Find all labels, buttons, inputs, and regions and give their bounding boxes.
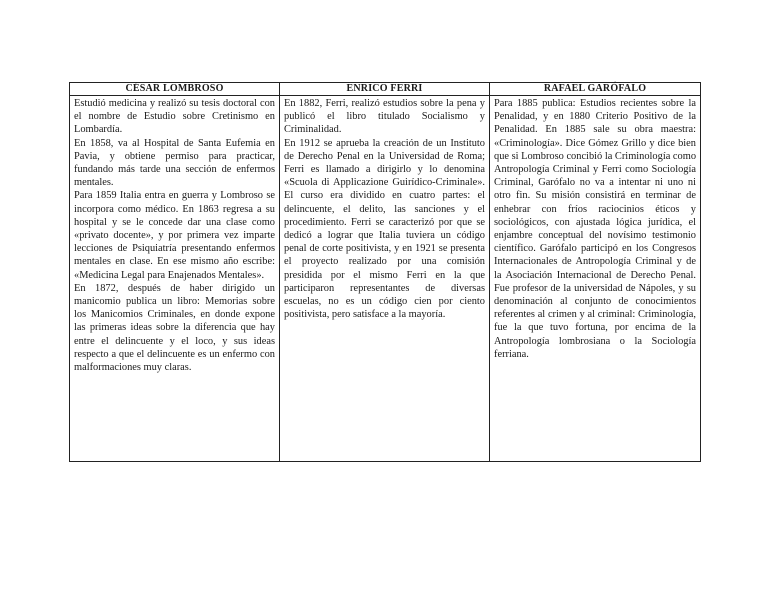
lombroso-cell [70,96,280,462]
lombroso-paragraph: Para 1859 Italia entra en guerra y Lombroso se incorpora como médico. En 1863 regresa a su hospital y se le concede dar una clase como «privato docente», y por primera vez imparte lecciones de Psiquiatría presentando enfermos mentales en clase. En ese mismo año escribe: «Medicina Legal para Enajenados Mentales». [74,190,275,281]
ferri-paragraph: En 1882, Ferri, realizó estudios sobre la pena y publicó el libro titulado Socialismo y Criminalidad. [284,98,485,136]
lombroso-paragraph: Estudió medicina y realizó su tesis doctoral con el nombre de Estudio sobre Cretinismo en Lombardía. [74,98,275,136]
header-lombroso: CÉSAR LOMBROSO [70,83,280,96]
header-row [70,83,701,96]
lombroso-paragraph: En 1858, va al Hospital de Santa Eufemia en Pavia, y obtiene permiso para practicar, fundando más tarde una sección de enfermos mentales. [74,137,275,189]
content-row [70,96,701,462]
comparison-table [69,82,701,462]
ferri-paragraph: En 1912 se aprueba la creación de un Instituto de Derecho Penal en la Universidad de Roma; Ferri es llamado a dirigirlo y lo denomina «Scuola di Applicazione Guirídico-Criminale». El curso era dividido en cuatro partes: el delincuente, el delito, las sanciones y el procedimiento. Ferri se caracterizó por que se dedicó a lograr que Italia tuviera un código penal de corte positivista, y en 1921 se presenta el proyecto realizado por una comisión presidida por el mismo Ferri en la que participaron representantes de diversas escuelas, no es un código cien por ciento positivista, pero satisface a la mayoría. [284,137,485,321]
lombroso-paragraph: En 1872, después de haber dirigido un manicomio publica un libro: Memorias sobre los Manicomios Criminales, en donde expone las primeras ideas sobre la diferencia que hay entre el delincuente y el loco, y sus ideas respecto a que el delincuente es un enfermo con malformaciones muy claras. [74,282,275,374]
header-ferri: ENRICO FERRI [280,83,490,96]
header-garofalo: RAFAEL GARÓFALO [490,83,701,96]
garofalo-paragraph: Para 1885 publica: Estudios recientes sobre la Penalidad, y en 1880 Criterio Positivo de la Penalidad. En 1885 sale su obra maestra: «Criminología». Dice Gómez Grillo y dice bien que si Lombroso concibió la Criminología como Antropología Criminal y Ferri como Sociología Criminal, Garófalo no va a intentar ni uno ni otro fin. Su misión consistirá en terminar de enhebrar con fríos raciocinios éticos y sociológicos, con ajustada lógica jurídica, el enjambre conceptual del novísimo testimonio científico. Garófalo participó en los Congresos Internacionales de Antropología Criminal y de la Asociación Internacional de Derecho Penal. Fue profesor de la universidad de Nápoles, y su denominación al conjunto de conocimientos referentes al crimen y al criminal: Criminología, fue la que tuvo fortuna, por encima de la Antropología lombrosiana o la Sociología ferriana. [494,98,697,360]
ferri-cell [280,96,490,462]
garofalo-cell [490,96,701,462]
